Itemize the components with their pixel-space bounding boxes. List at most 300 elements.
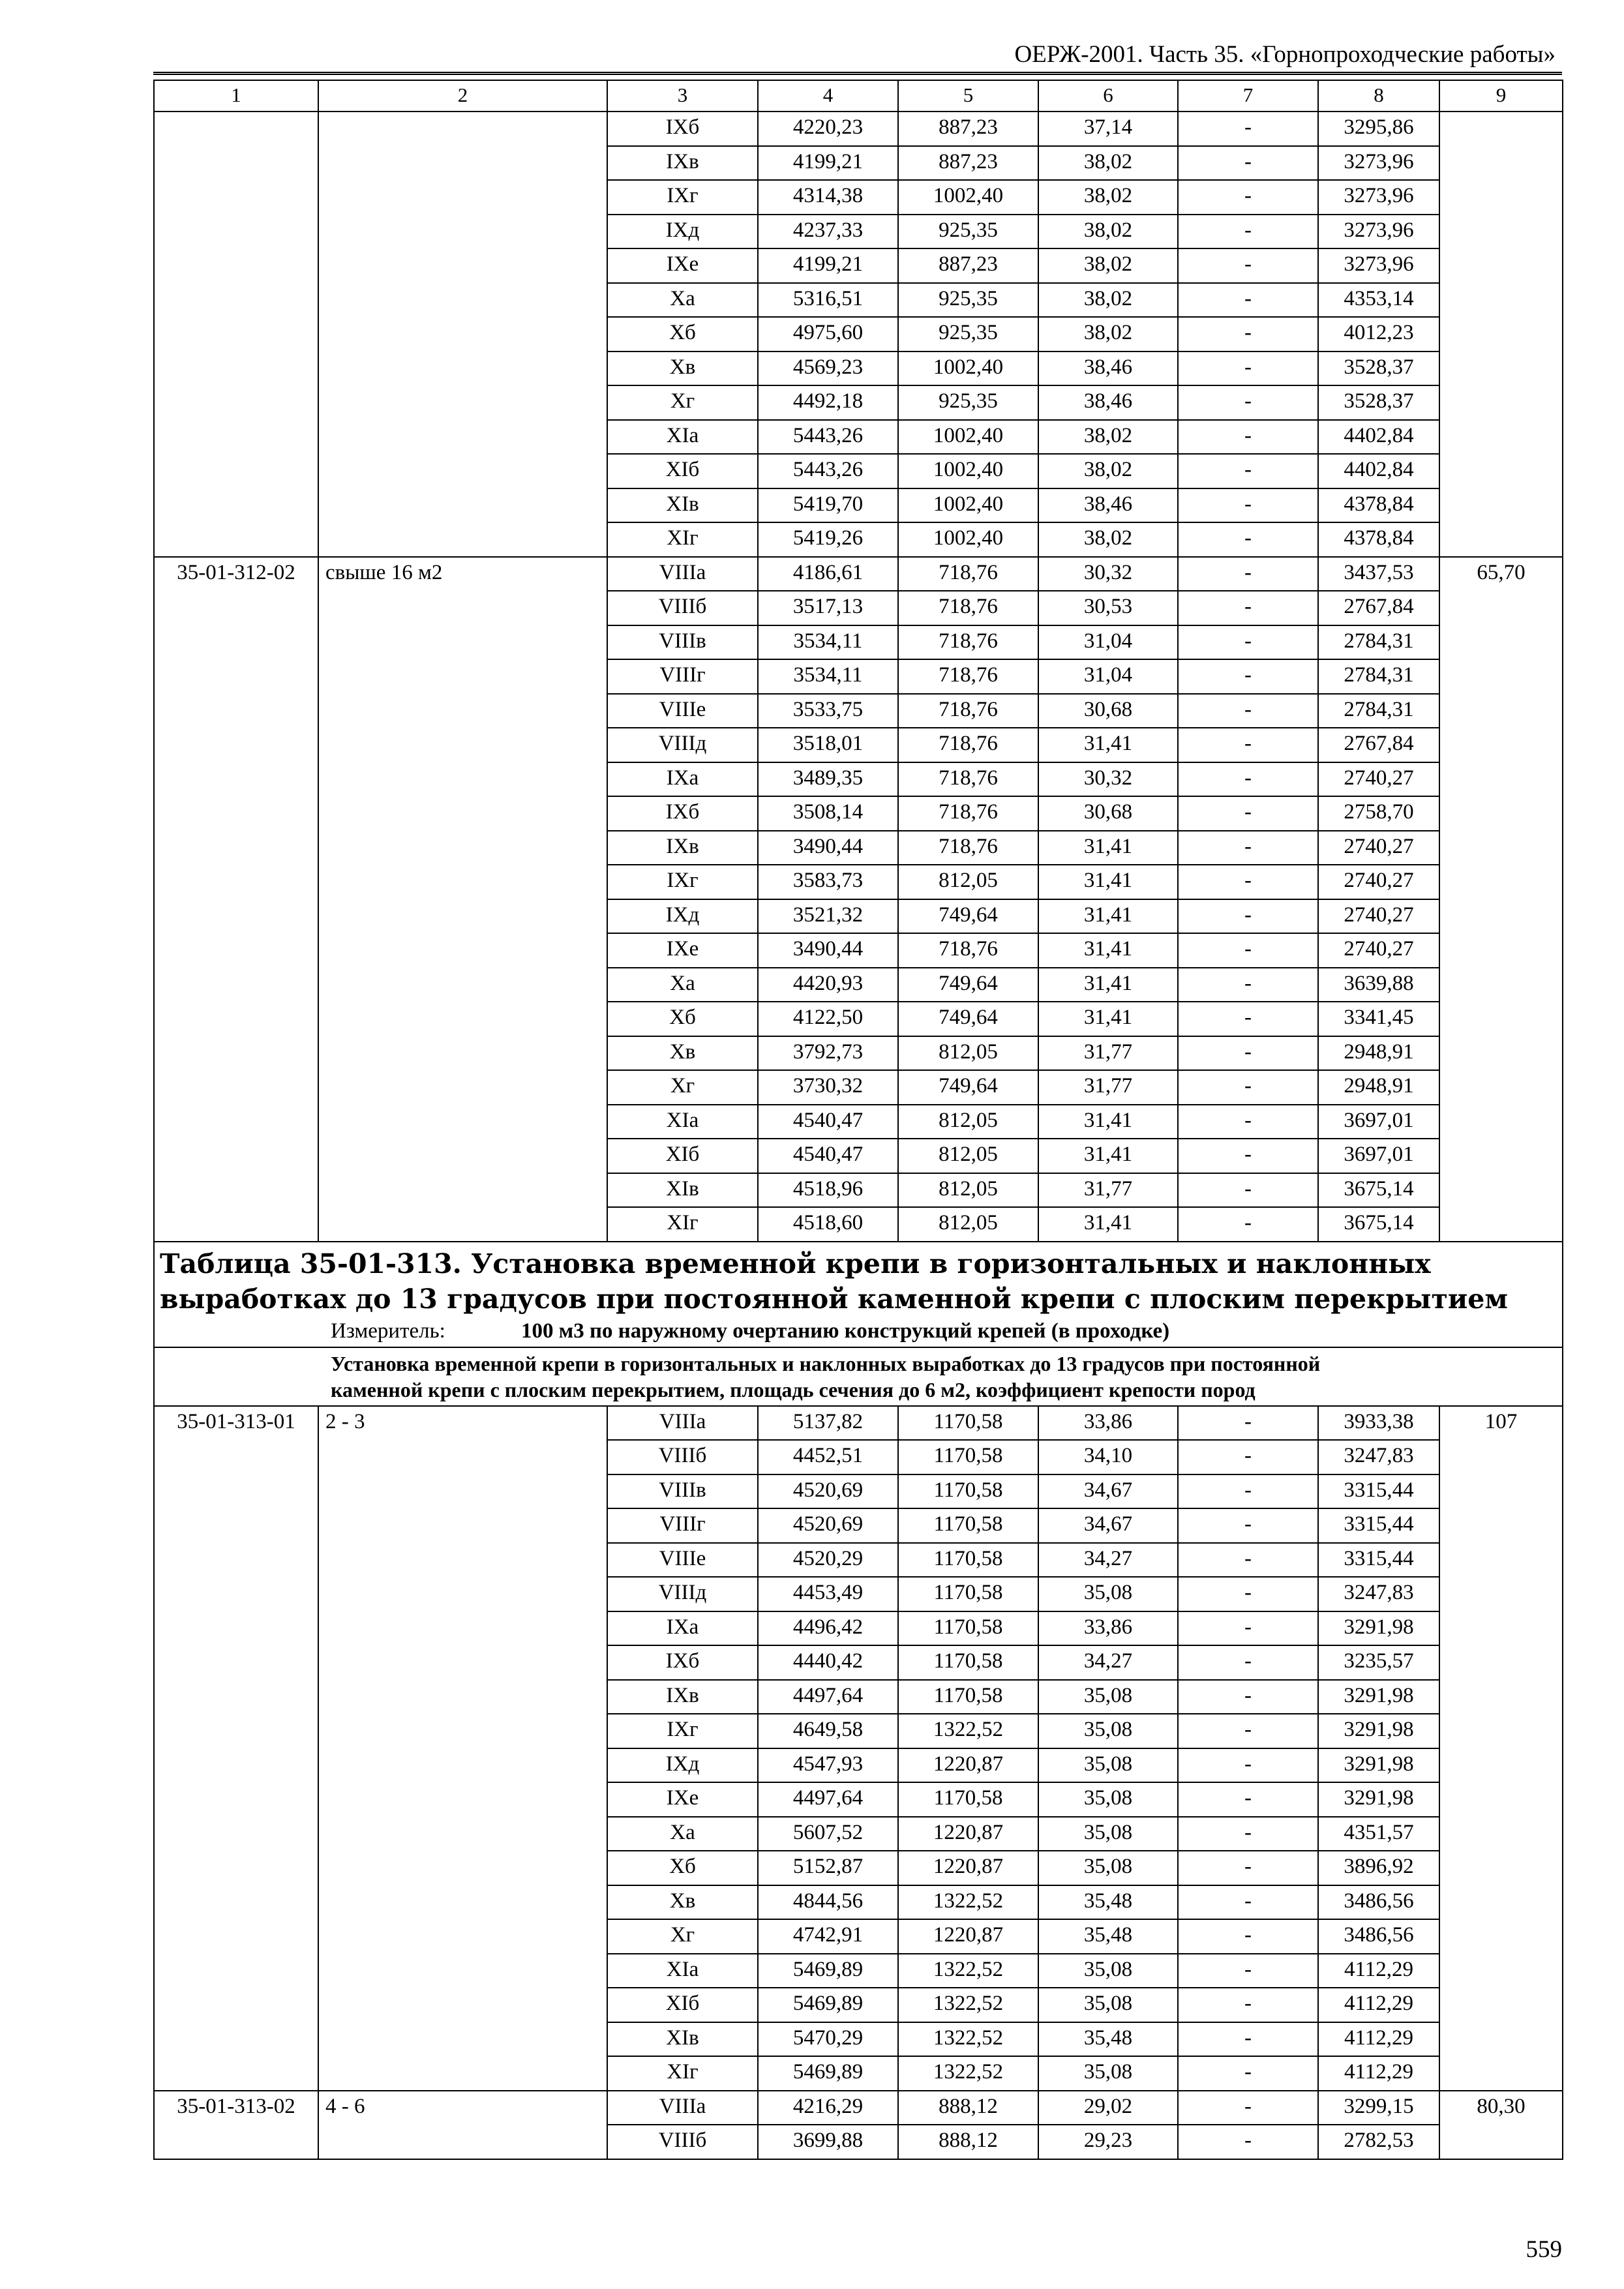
table-cell: 4353,14 bbox=[1318, 283, 1439, 318]
table-cell: - bbox=[1178, 1817, 1318, 1851]
table-cell: IXб bbox=[607, 112, 758, 146]
labor-cost: 65,70 bbox=[1439, 557, 1563, 1242]
table-cell: XIб bbox=[607, 454, 758, 488]
rate-code: 35-01-312-02 bbox=[154, 557, 318, 1242]
table-cell: 4402,84 bbox=[1318, 454, 1439, 488]
table-cell: IXд bbox=[607, 899, 758, 934]
table-cell: 4452,51 bbox=[758, 1440, 898, 1474]
column-number: 4 bbox=[758, 80, 898, 112]
table-cell: 35,08 bbox=[1038, 1577, 1178, 1611]
table-cell: - bbox=[1178, 420, 1318, 455]
measure-line bbox=[160, 1318, 1557, 1344]
table-cell: 1322,52 bbox=[898, 1885, 1038, 1920]
table-cell: 5443,26 bbox=[758, 454, 898, 488]
table-cell: 3291,98 bbox=[1318, 1680, 1439, 1714]
table-cell: 3521,32 bbox=[758, 899, 898, 934]
description-line: Установка временной крепи в горизонтальных и наклонных выработках до 13 градусов при постоянной bbox=[331, 1351, 1321, 1375]
rate-name bbox=[318, 112, 607, 557]
table-cell: 2784,31 bbox=[1318, 659, 1439, 694]
table-cell: - bbox=[1178, 694, 1318, 728]
table-cell: 1002,40 bbox=[898, 454, 1038, 488]
table-cell: - bbox=[1178, 899, 1318, 934]
table-cell: 3273,96 bbox=[1318, 146, 1439, 181]
table-row bbox=[154, 2091, 1563, 2125]
table-cell: Xа bbox=[607, 968, 758, 1002]
table-cell: 4497,64 bbox=[758, 1782, 898, 1817]
table-cell: 3490,44 bbox=[758, 933, 898, 968]
table-cell: IXе bbox=[607, 933, 758, 968]
table-cell: 2740,27 bbox=[1318, 831, 1439, 865]
table-cell: 35,08 bbox=[1038, 1851, 1178, 1885]
table-cell: 4112,29 bbox=[1318, 2056, 1439, 2091]
column-number: 7 bbox=[1178, 80, 1318, 112]
table-cell: Xг bbox=[607, 1070, 758, 1105]
table-cell: - bbox=[1178, 283, 1318, 318]
table-cell: 5607,52 bbox=[758, 1817, 898, 1851]
table-cell: VIIIе bbox=[607, 694, 758, 728]
column-number: 2 bbox=[318, 80, 607, 112]
table-cell: VIIIд bbox=[607, 1577, 758, 1611]
table-cell: 4012,23 bbox=[1318, 317, 1439, 352]
table-cell: 888,12 bbox=[898, 2091, 1038, 2125]
table-cell: - bbox=[1178, 728, 1318, 762]
table-cell: 1322,52 bbox=[898, 2022, 1038, 2057]
table-cell: 2782,53 bbox=[1318, 2125, 1439, 2159]
table-cell: 1002,40 bbox=[898, 420, 1038, 455]
table-cell: 4351,57 bbox=[1318, 1817, 1439, 1851]
table-cell: 887,23 bbox=[898, 112, 1038, 146]
table-cell: 1322,52 bbox=[898, 1988, 1038, 2022]
table-cell: 1170,58 bbox=[898, 1680, 1038, 1714]
table-cell: 3528,37 bbox=[1318, 352, 1439, 386]
table-cell: 2767,84 bbox=[1318, 728, 1439, 762]
table-cell: VIIIв bbox=[607, 1474, 758, 1509]
table-cell: 887,23 bbox=[898, 248, 1038, 283]
table-cell: 3933,38 bbox=[1318, 1406, 1439, 1441]
table-cell: XIг bbox=[607, 522, 758, 557]
table-cell: 4378,84 bbox=[1318, 488, 1439, 523]
table-cell: - bbox=[1178, 762, 1318, 797]
table-cell: IXв bbox=[607, 146, 758, 181]
table-cell: - bbox=[1178, 1645, 1318, 1680]
table-cell: XIа bbox=[607, 420, 758, 455]
table-cell: 1170,58 bbox=[898, 1611, 1038, 1646]
table-cell: 29,23 bbox=[1038, 2125, 1178, 2159]
table-cell: 38,02 bbox=[1038, 180, 1178, 215]
table-cell: - bbox=[1178, 1474, 1318, 1509]
table-cell: - bbox=[1178, 1954, 1318, 1988]
labor-cost: 107 bbox=[1439, 1406, 1563, 2091]
table-cell: 30,53 bbox=[1038, 591, 1178, 625]
table-cell: 38,46 bbox=[1038, 352, 1178, 386]
table-cell: Xб bbox=[607, 1002, 758, 1036]
table-cell: 3315,44 bbox=[1318, 1474, 1439, 1509]
table-cell: 30,68 bbox=[1038, 796, 1178, 831]
table-cell: 38,02 bbox=[1038, 146, 1178, 181]
table-cell: 3533,75 bbox=[758, 694, 898, 728]
table-cell: - bbox=[1178, 1139, 1318, 1173]
table-cell: 1170,58 bbox=[898, 1543, 1038, 1578]
table-cell: 749,64 bbox=[898, 899, 1038, 934]
table-cell: - bbox=[1178, 454, 1318, 488]
table-cell: - bbox=[1178, 1851, 1318, 1885]
table-cell: 1170,58 bbox=[898, 1508, 1038, 1543]
table-cell: 4569,23 bbox=[758, 352, 898, 386]
table-cell: 3295,86 bbox=[1318, 112, 1439, 146]
table-cell: 4199,21 bbox=[758, 248, 898, 283]
table-cell: IXв bbox=[607, 831, 758, 865]
table-cell: 4186,61 bbox=[758, 557, 898, 591]
table-cell: 3534,11 bbox=[758, 659, 898, 694]
table-cell: 718,76 bbox=[898, 796, 1038, 831]
table-cell: 31,77 bbox=[1038, 1070, 1178, 1105]
table-cell: 4975,60 bbox=[758, 317, 898, 352]
table-cell: 925,35 bbox=[898, 283, 1038, 318]
table-cell: 1170,58 bbox=[898, 1406, 1038, 1441]
table-cell: 3508,14 bbox=[758, 796, 898, 831]
table-cell: - bbox=[1178, 1173, 1318, 1208]
table-cell: Xг bbox=[607, 1919, 758, 1954]
table-cell: 1220,87 bbox=[898, 1748, 1038, 1783]
table-cell: 2740,27 bbox=[1318, 899, 1439, 934]
table-cell: - bbox=[1178, 112, 1318, 146]
table-cell: 5470,29 bbox=[758, 2022, 898, 2057]
table-cell: 3291,98 bbox=[1318, 1714, 1439, 1748]
table-cell: 31,41 bbox=[1038, 933, 1178, 968]
table-cell: - bbox=[1178, 865, 1318, 899]
column-number: 8 bbox=[1318, 80, 1439, 112]
rate-name: 4 - 6 bbox=[318, 2091, 607, 2159]
rate-code: 35-01-313-02 bbox=[154, 2091, 318, 2159]
section-description bbox=[154, 1347, 1563, 1406]
table-cell: 4518,96 bbox=[758, 1173, 898, 1208]
table-cell: 5469,89 bbox=[758, 1988, 898, 2022]
table-cell: 29,02 bbox=[1038, 2091, 1178, 2125]
table-cell: 35,08 bbox=[1038, 1714, 1178, 1748]
table-cell: 34,27 bbox=[1038, 1543, 1178, 1578]
table-cell: 1170,58 bbox=[898, 1474, 1038, 1509]
measure-label: Измеритель: bbox=[331, 1319, 445, 1343]
table-cell: 31,41 bbox=[1038, 899, 1178, 934]
table-cell: 3247,83 bbox=[1318, 1440, 1439, 1474]
table-cell: 3273,96 bbox=[1318, 215, 1439, 249]
table-cell: 38,02 bbox=[1038, 522, 1178, 557]
table-cell: Xв bbox=[607, 352, 758, 386]
table-cell: 3517,13 bbox=[758, 591, 898, 625]
table-cell: 2948,91 bbox=[1318, 1070, 1439, 1105]
table-cell: - bbox=[1178, 1440, 1318, 1474]
table-cell: - bbox=[1178, 1782, 1318, 1817]
table-cell: 3273,96 bbox=[1318, 248, 1439, 283]
table-cell: 4520,29 bbox=[758, 1543, 898, 1578]
table-cell: 3291,98 bbox=[1318, 1748, 1439, 1783]
table-cell: 4497,64 bbox=[758, 1680, 898, 1714]
table-cell: XIа bbox=[607, 1954, 758, 1988]
table-cell: 749,64 bbox=[898, 1070, 1038, 1105]
table-cell: VIIIб bbox=[607, 591, 758, 625]
table-cell: 718,76 bbox=[898, 933, 1038, 968]
table-cell: IXг bbox=[607, 180, 758, 215]
table-cell: 31,41 bbox=[1038, 1207, 1178, 1242]
table-cell: 4453,49 bbox=[758, 1577, 898, 1611]
table-cell: 1322,52 bbox=[898, 1954, 1038, 1988]
table-cell: 3341,45 bbox=[1318, 1002, 1439, 1036]
table-cell: 31,41 bbox=[1038, 865, 1178, 899]
table-cell: 31,77 bbox=[1038, 1036, 1178, 1071]
table-cell: 31,77 bbox=[1038, 1173, 1178, 1208]
table-cell: - bbox=[1178, 146, 1318, 181]
table-cell: 4216,29 bbox=[758, 2091, 898, 2125]
section-description-row bbox=[154, 1347, 1563, 1406]
table-cell: 38,46 bbox=[1038, 385, 1178, 420]
table-cell: 4314,38 bbox=[758, 180, 898, 215]
table-cell: 4112,29 bbox=[1318, 1954, 1439, 1988]
table-cell: 4520,69 bbox=[758, 1508, 898, 1543]
table-cell: IXб bbox=[607, 796, 758, 831]
column-number: 3 bbox=[607, 80, 758, 112]
table-cell: 34,67 bbox=[1038, 1508, 1178, 1543]
table-cell: - bbox=[1178, 1988, 1318, 2022]
table-cell: 749,64 bbox=[898, 1002, 1038, 1036]
table-cell: 3675,14 bbox=[1318, 1173, 1439, 1208]
table-cell: - bbox=[1178, 248, 1318, 283]
table-cell: 38,02 bbox=[1038, 420, 1178, 455]
table-cell: - bbox=[1178, 1207, 1318, 1242]
table-cell: 3583,73 bbox=[758, 865, 898, 899]
table-cell: VIIIг bbox=[607, 659, 758, 694]
table-cell: 3697,01 bbox=[1318, 1139, 1439, 1173]
table-cell: - bbox=[1178, 1508, 1318, 1543]
table-cell: 1002,40 bbox=[898, 352, 1038, 386]
table-cell: 718,76 bbox=[898, 694, 1038, 728]
table-cell: VIIIа bbox=[607, 1406, 758, 1441]
table-cell: 31,41 bbox=[1038, 968, 1178, 1002]
table-cell: Xа bbox=[607, 1817, 758, 1851]
table-cell: 31,41 bbox=[1038, 831, 1178, 865]
table-cell: 35,08 bbox=[1038, 1817, 1178, 1851]
table-cell: 718,76 bbox=[898, 625, 1038, 660]
table-cell: IXг bbox=[607, 1714, 758, 1748]
table-cell: 812,05 bbox=[898, 1173, 1038, 1208]
table-cell: - bbox=[1178, 659, 1318, 694]
table-cell: 718,76 bbox=[898, 659, 1038, 694]
rate-code bbox=[154, 112, 318, 557]
table-cell: 5469,89 bbox=[758, 2056, 898, 2091]
table-cell: 3247,83 bbox=[1318, 1577, 1439, 1611]
table-cell: 4520,69 bbox=[758, 1474, 898, 1509]
table-cell: IXг bbox=[607, 865, 758, 899]
table-cell: 31,41 bbox=[1038, 1002, 1178, 1036]
table-cell: 31,41 bbox=[1038, 728, 1178, 762]
table-cell: - bbox=[1178, 968, 1318, 1002]
table-cell: 38,46 bbox=[1038, 488, 1178, 523]
table-cell: 4440,42 bbox=[758, 1645, 898, 1680]
table-cell: - bbox=[1178, 215, 1318, 249]
table-cell: 887,23 bbox=[898, 146, 1038, 181]
table-cell: 2948,91 bbox=[1318, 1036, 1439, 1071]
table-cell: - bbox=[1178, 1002, 1318, 1036]
table-cell: VIIIд bbox=[607, 728, 758, 762]
table-cell: 1170,58 bbox=[898, 1577, 1038, 1611]
table-cell: 3528,37 bbox=[1318, 385, 1439, 420]
table-cell: 30,32 bbox=[1038, 762, 1178, 797]
table-cell: - bbox=[1178, 557, 1318, 591]
table-cell: - bbox=[1178, 1577, 1318, 1611]
table-cell: 38,02 bbox=[1038, 248, 1178, 283]
table-cell: 3639,88 bbox=[1318, 968, 1439, 1002]
table-cell: 3315,44 bbox=[1318, 1508, 1439, 1543]
table-cell: 38,02 bbox=[1038, 215, 1178, 249]
table-cell: IXа bbox=[607, 762, 758, 797]
table-cell: - bbox=[1178, 796, 1318, 831]
table-cell: 30,32 bbox=[1038, 557, 1178, 591]
table-cell: 718,76 bbox=[898, 728, 1038, 762]
table-cell: XIв bbox=[607, 488, 758, 523]
table-cell: - bbox=[1178, 1406, 1318, 1441]
table-cell: 4199,21 bbox=[758, 146, 898, 181]
table-cell: - bbox=[1178, 591, 1318, 625]
table-cell: 4420,93 bbox=[758, 968, 898, 1002]
table-cell: 3273,96 bbox=[1318, 180, 1439, 215]
table-cell: 34,67 bbox=[1038, 1474, 1178, 1509]
table-cell: 4844,56 bbox=[758, 1885, 898, 1920]
table-cell: 812,05 bbox=[898, 1105, 1038, 1139]
table-cell: 925,35 bbox=[898, 385, 1038, 420]
table-cell: 4496,42 bbox=[758, 1611, 898, 1646]
table-cell: 2740,27 bbox=[1318, 762, 1439, 797]
table-cell: 2758,70 bbox=[1318, 796, 1439, 831]
table-cell: - bbox=[1178, 385, 1318, 420]
table-cell: - bbox=[1178, 317, 1318, 352]
table-cell: - bbox=[1178, 2125, 1318, 2159]
table-cell: - bbox=[1178, 2091, 1318, 2125]
table-cell: IXе bbox=[607, 248, 758, 283]
table-cell: 5419,70 bbox=[758, 488, 898, 523]
table-cell: VIIIв bbox=[607, 625, 758, 660]
table-row bbox=[154, 1406, 1563, 1441]
table-cell: 3699,88 bbox=[758, 2125, 898, 2159]
table-cell: 31,41 bbox=[1038, 1139, 1178, 1173]
table-cell: 5419,26 bbox=[758, 522, 898, 557]
table-cell: - bbox=[1178, 933, 1318, 968]
table-cell: 3792,73 bbox=[758, 1036, 898, 1071]
table-cell: VIIIа bbox=[607, 2091, 758, 2125]
table-cell: 4742,91 bbox=[758, 1919, 898, 1954]
labor-cost bbox=[1439, 112, 1563, 557]
table-cell: 35,48 bbox=[1038, 1885, 1178, 1920]
table-cell: - bbox=[1178, 522, 1318, 557]
table-cell: - bbox=[1178, 1714, 1318, 1748]
table-cell: - bbox=[1178, 2022, 1318, 2057]
table-cell: 35,08 bbox=[1038, 1680, 1178, 1714]
table-cell: 3675,14 bbox=[1318, 1207, 1439, 1242]
table-cell: 3486,56 bbox=[1318, 1885, 1439, 1920]
table-cell: 35,08 bbox=[1038, 1988, 1178, 2022]
table-cell: 1002,40 bbox=[898, 488, 1038, 523]
table-cell: IXа bbox=[607, 1611, 758, 1646]
table-cell: - bbox=[1178, 1611, 1318, 1646]
table-cell: 1170,58 bbox=[898, 1645, 1038, 1680]
table-cell: IXе bbox=[607, 1782, 758, 1817]
table-cell: 4518,60 bbox=[758, 1207, 898, 1242]
table-cell: 749,64 bbox=[898, 968, 1038, 1002]
table-cell: 5316,51 bbox=[758, 283, 898, 318]
table-cell: 1322,52 bbox=[898, 1714, 1038, 1748]
table-cell: 3315,44 bbox=[1318, 1543, 1439, 1578]
table-cell: - bbox=[1178, 1070, 1318, 1105]
table-cell: 1322,52 bbox=[898, 2056, 1038, 2091]
table-cell: 718,76 bbox=[898, 591, 1038, 625]
table-cell: 35,48 bbox=[1038, 1919, 1178, 1954]
table-cell: 4378,84 bbox=[1318, 522, 1439, 557]
table-cell: - bbox=[1178, 1748, 1318, 1783]
rate-name: свыше 16 м2 bbox=[318, 557, 607, 1242]
table-cell: 812,05 bbox=[898, 1207, 1038, 1242]
rate-code: 35-01-313-01 bbox=[154, 1406, 318, 2091]
table-cell: 35,08 bbox=[1038, 2056, 1178, 2091]
table-cell: 3518,01 bbox=[758, 728, 898, 762]
measure-value: 100 м3 по наружному очертанию конструкций крепей (в проходке) bbox=[521, 1319, 1170, 1343]
table-cell: 35,08 bbox=[1038, 1782, 1178, 1817]
table-cell: 3697,01 bbox=[1318, 1105, 1439, 1139]
table-cell: 3490,44 bbox=[758, 831, 898, 865]
table-cell: 812,05 bbox=[898, 865, 1038, 899]
table-cell: 3486,56 bbox=[1318, 1919, 1439, 1954]
table-cell: 925,35 bbox=[898, 317, 1038, 352]
table-cell: - bbox=[1178, 625, 1318, 660]
table-cell: VIIIб bbox=[607, 1440, 758, 1474]
table-cell: - bbox=[1178, 1105, 1318, 1139]
table-cell: 925,35 bbox=[898, 215, 1038, 249]
table-cell: 30,68 bbox=[1038, 694, 1178, 728]
table-cell: - bbox=[1178, 180, 1318, 215]
table-cell: 3730,32 bbox=[758, 1070, 898, 1105]
table-title-line: Таблица 35-01-313. Установка временной крепи в горизонтальных и наклонных bbox=[160, 1248, 1431, 1279]
table-cell: Xг bbox=[607, 385, 758, 420]
table-cell: 3299,15 bbox=[1318, 2091, 1439, 2125]
table-cell: 35,08 bbox=[1038, 1748, 1178, 1783]
table-cell: 718,76 bbox=[898, 831, 1038, 865]
rate-name: 2 - 3 bbox=[318, 1406, 607, 2091]
table-cell: 1002,40 bbox=[898, 522, 1038, 557]
table-cell: 35,08 bbox=[1038, 1954, 1178, 1988]
table-cell: XIа bbox=[607, 1105, 758, 1139]
page-header bbox=[153, 38, 1562, 75]
table-cell: 4540,47 bbox=[758, 1139, 898, 1173]
table-cell: 3291,98 bbox=[1318, 1611, 1439, 1646]
table-cell: 1220,87 bbox=[898, 1817, 1038, 1851]
column-number: 1 bbox=[154, 80, 318, 112]
table-cell: 5137,82 bbox=[758, 1406, 898, 1441]
table-cell: IXв bbox=[607, 1680, 758, 1714]
table-cell: VIIIе bbox=[607, 1543, 758, 1578]
table-cell: 4122,50 bbox=[758, 1002, 898, 1036]
table-cell: 4220,23 bbox=[758, 112, 898, 146]
table-cell: 812,05 bbox=[898, 1036, 1038, 1071]
table-cell: Xб bbox=[607, 317, 758, 352]
table-cell: 3291,98 bbox=[1318, 1782, 1439, 1817]
table-cell: 3235,57 bbox=[1318, 1645, 1439, 1680]
table-title-cell bbox=[154, 1242, 1563, 1347]
table-cell: 5469,89 bbox=[758, 1954, 898, 1988]
page-number: 559 bbox=[1526, 2236, 1562, 2263]
table-cell: 1220,87 bbox=[898, 1919, 1038, 1954]
table-cell: 31,04 bbox=[1038, 659, 1178, 694]
table-cell: - bbox=[1178, 2056, 1318, 2091]
table-cell: 4649,58 bbox=[758, 1714, 898, 1748]
table-cell: XIв bbox=[607, 2022, 758, 2057]
table-cell: 1170,58 bbox=[898, 1782, 1038, 1817]
